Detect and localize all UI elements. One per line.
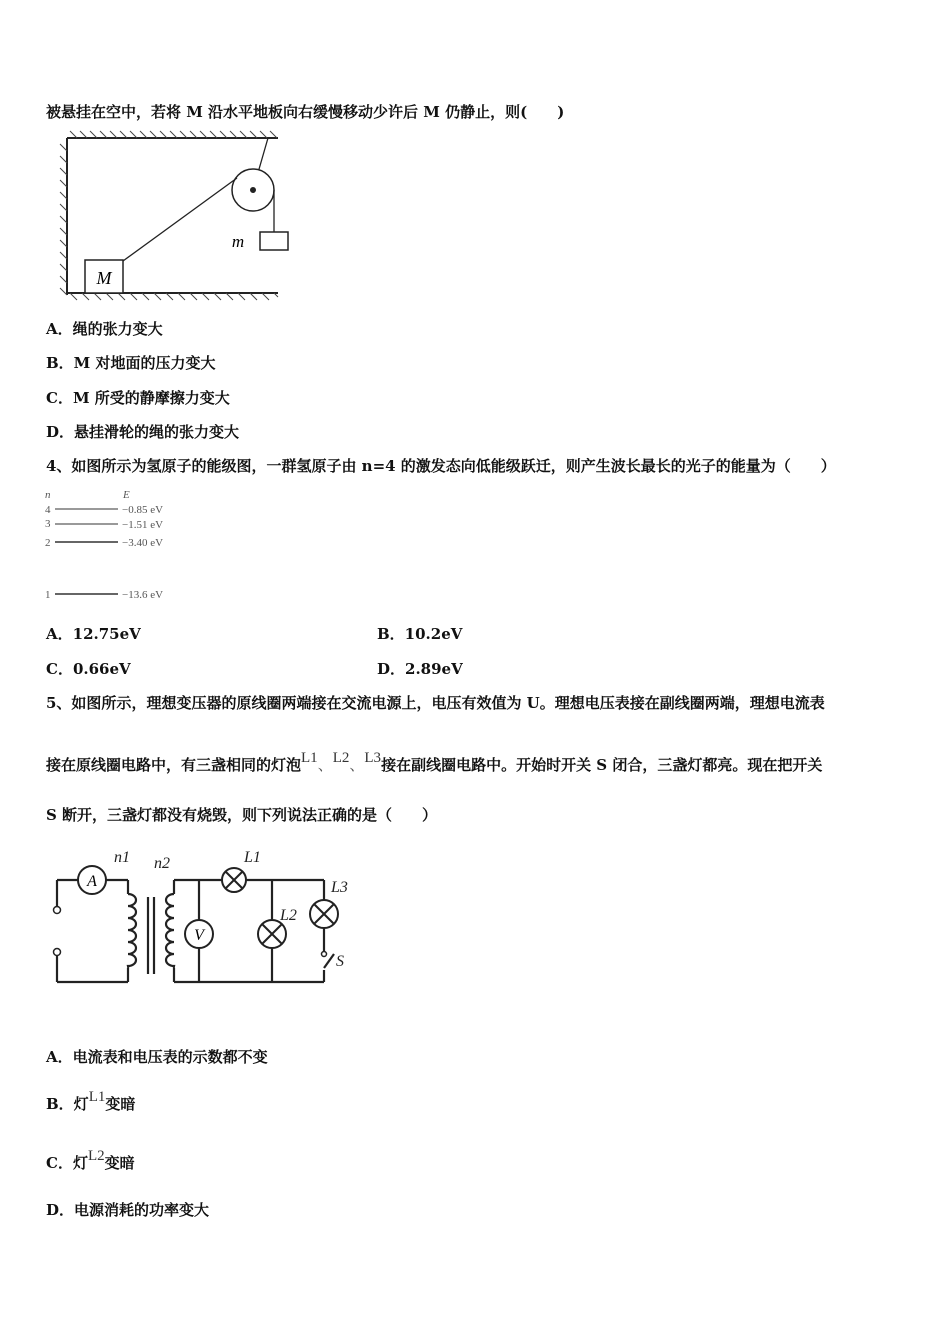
level-2-energy: −3.40 eV: [122, 537, 164, 549]
q5-stem-line3: S 断开，三盏灯都没有烧毁，则下列说法正确的是（ ）: [46, 806, 438, 824]
q5-stem-line2-b: 接在副线圈电路中。开始时开关 S 闭合，三盏灯都亮。现在把开关: [381, 756, 823, 774]
level-3-energy: −1.51 eV: [122, 519, 164, 531]
q3-option-b: B．M 对地面的压力变大: [46, 354, 216, 372]
level-1-n: 1: [45, 589, 51, 601]
L1-label: L1: [244, 849, 261, 866]
q5-option-c: [46, 1148, 135, 1174]
block-M-label: M: [96, 268, 112, 288]
block-m-label: m: [231, 232, 245, 251]
voltmeter-label: V: [194, 927, 204, 944]
n-header: n: [45, 489, 51, 501]
q3-stem: 被悬挂在空中，若将 M 沿水平地板向右缓慢移动少许后 M 仍静止，则( ): [46, 103, 565, 121]
q4-option-d: D．2.89eV: [377, 660, 463, 678]
q5-option-b-suffix: 变暗: [105, 1095, 136, 1113]
q4-option-b: B．10.2eV: [377, 625, 463, 643]
level-1-energy: −13.6 eV: [122, 589, 164, 601]
q5-option-b: [46, 1089, 136, 1115]
q5-option-c-prefix: C．灯: [46, 1154, 88, 1172]
level-4-energy: −0.85 eV: [122, 504, 164, 516]
L3-label: L3: [331, 879, 348, 896]
q4-stem: 4、如图所示为氢原子的能级图，一群氢原子由 n=4 的激发态向低能级跃迁，则产生波长最长的光子的能量为（ ）: [46, 457, 836, 475]
q5-option-d: D．电源消耗的功率变大: [46, 1201, 210, 1219]
transformer-circuit: [44, 842, 364, 992]
level-4-n: 4: [45, 504, 51, 516]
q5-option-a: A．电流表和电压表的示数都不变: [46, 1048, 268, 1066]
switch-label: S: [336, 953, 344, 970]
n2-label: n2: [154, 855, 170, 872]
level-2-n: 2: [45, 537, 51, 549]
q5-option-c-suffix: 变暗: [104, 1154, 135, 1172]
q3-option-c: C．M 所受的静摩擦力变大: [46, 389, 230, 407]
n1-label: n1: [114, 849, 130, 866]
q3-option-a: A．绳的张力变大: [46, 320, 163, 338]
q3-pulley-figure: [50, 130, 290, 305]
lamp-L3-inline: L3: [364, 750, 382, 766]
L2-label: L2: [280, 907, 297, 924]
q5-stem-line1: 5、如图所示，理想变压器的原线圈两端接在交流电源上，电压有效值为 U。理想电压表接在副线圈两端，理想电流表: [46, 694, 825, 712]
energy-level-diagram: [40, 484, 200, 606]
lamp-L1-inline: L1: [301, 750, 318, 766]
q5-option-b-lamp: L1: [88, 1089, 106, 1105]
lamp-L2-inline: L2: [332, 750, 350, 766]
q5-option-c-lamp: L2: [87, 1148, 105, 1164]
e-header: E: [123, 489, 130, 501]
q5-stem-line2-a: 接在原线圈电路中，有三盏相同的灯泡: [46, 756, 302, 774]
ammeter-label: A: [87, 873, 97, 890]
q5-option-b-prefix: B．灯: [46, 1095, 89, 1113]
q5-stem-line2: 接在原线圈电路中，有三盏相同的灯泡L1、L2、L3接在副线圈电路中。开始时开关 S 闭合，三盏灯都亮。现在把开关: [46, 750, 823, 774]
q3-option-d: D．悬挂滑轮的绳的张力变大: [46, 423, 240, 441]
q4-option-c: C．0.66eV: [46, 660, 131, 678]
q4-option-a: A．12.75eV: [46, 625, 141, 643]
level-3-n: 3: [45, 518, 51, 530]
